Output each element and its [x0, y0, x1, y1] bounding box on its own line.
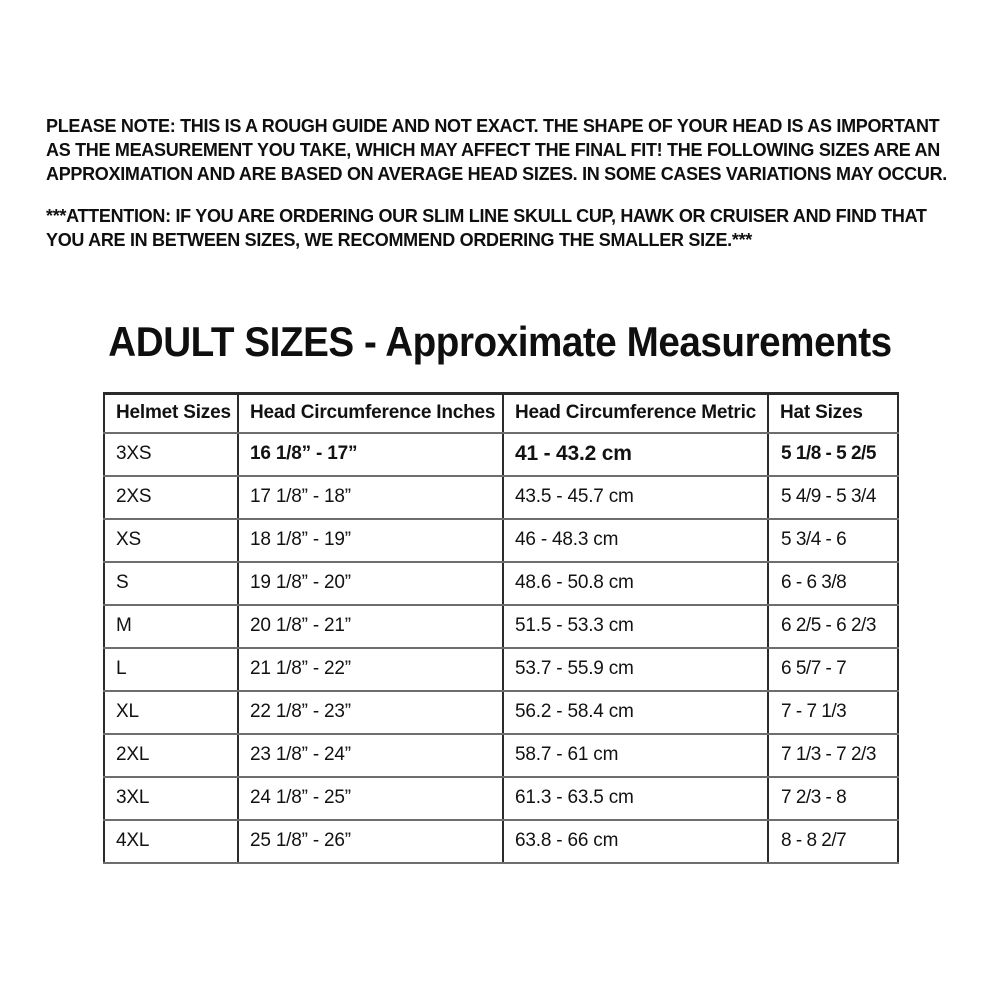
table-row: [104, 777, 898, 820]
metric-cell: 48.6 - 50.8 cm: [503, 562, 768, 605]
attention-line-2: YOU ARE IN BETWEEN SIZES, WE RECOMMEND ORDERING THE SMALLER SIZE.***: [46, 230, 752, 250]
table-row: [104, 562, 898, 605]
header-helmet-sizes: Helmet Sizes: [104, 394, 238, 433]
helmet-size-cell: 2XS: [104, 476, 238, 519]
metric-cell: 56.2 - 58.4 cm: [503, 691, 768, 734]
hat-size-cell: 6 5/7 - 7: [768, 648, 898, 691]
helmet-size-cell: XL: [104, 691, 238, 734]
helmet-size-cell: S: [104, 562, 238, 605]
hat-size-cell: 5 4/9 - 5 3/4: [768, 476, 898, 519]
table-row: [104, 433, 898, 476]
inches-cell: 20 1/8” - 21”: [238, 605, 503, 648]
hat-size-cell: 5 3/4 - 6: [768, 519, 898, 562]
helmet-size-cell: 2XL: [104, 734, 238, 777]
helmet-size-cell: 4XL: [104, 820, 238, 863]
metric-cell: 58.7 - 61 cm: [503, 734, 768, 777]
inches-cell: 22 1/8” - 23”: [238, 691, 503, 734]
inches-cell: 19 1/8” - 20”: [238, 562, 503, 605]
metric-cell: 51.5 - 53.3 cm: [503, 605, 768, 648]
attention-line-1: ***ATTENTION: IF YOU ARE ORDERING OUR SLIM LINE SKULL CUP, HAWK OR CRUISER AND FIND THAT: [46, 206, 927, 226]
hat-size-cell: 6 2/5 - 6 2/3: [768, 605, 898, 648]
table-row: [104, 691, 898, 734]
hat-size-cell: 7 2/3 - 8: [768, 777, 898, 820]
note-line-3: APPROXIMATION AND ARE BASED ON AVERAGE HEAD SIZES. IN SOME CASES VARIATIONS MAY OCCUR.: [46, 164, 947, 184]
attention-paragraph: [46, 204, 927, 252]
hat-size-cell: 5 1/8 - 5 2/5: [768, 433, 898, 476]
metric-cell: 41 - 43.2 cm: [503, 433, 768, 476]
table-header-row: [104, 394, 898, 433]
inches-cell: 16 1/8” - 17”: [238, 433, 503, 476]
metric-cell: 53.7 - 55.9 cm: [503, 648, 768, 691]
page-title: ADULT SIZES - Approximate Measurements: [108, 318, 892, 365]
inches-cell: 21 1/8” - 22”: [238, 648, 503, 691]
metric-cell: 63.8 - 66 cm: [503, 820, 768, 863]
table-row: [104, 476, 898, 519]
table-row: [104, 605, 898, 648]
inches-cell: 25 1/8” - 26”: [238, 820, 503, 863]
metric-cell: 46 - 48.3 cm: [503, 519, 768, 562]
metric-cell: 61.3 - 63.5 cm: [503, 777, 768, 820]
hat-size-cell: 7 1/3 - 7 2/3: [768, 734, 898, 777]
metric-cell: 43.5 - 45.7 cm: [503, 476, 768, 519]
header-hat-sizes: Hat Sizes: [768, 394, 898, 433]
note-paragraph: [46, 114, 947, 186]
inches-cell: 24 1/8” - 25”: [238, 777, 503, 820]
inches-cell: 18 1/8” - 19”: [238, 519, 503, 562]
note-line-2: AS THE MEASUREMENT YOU TAKE, WHICH MAY AFFECT THE FINAL FIT! THE FOLLOWING SIZES ARE AN: [46, 140, 940, 160]
helmet-size-cell: M: [104, 605, 238, 648]
hat-size-cell: 6 - 6 3/8: [768, 562, 898, 605]
table-row: [104, 519, 898, 562]
hat-size-cell: 8 - 8 2/7: [768, 820, 898, 863]
inches-cell: 17 1/8” - 18”: [238, 476, 503, 519]
helmet-size-cell: 3XS: [104, 433, 238, 476]
helmet-size-cell: L: [104, 648, 238, 691]
header-circumference-inches: Head Circumference Inches: [238, 394, 503, 433]
hat-size-cell: 7 - 7 1/3: [768, 691, 898, 734]
helmet-size-cell: XS: [104, 519, 238, 562]
note-line-1: PLEASE NOTE: THIS IS A ROUGH GUIDE AND NOT EXACT. THE SHAPE OF YOUR HEAD IS AS IMPORTANT: [46, 116, 940, 136]
table-row: [104, 648, 898, 691]
header-circumference-metric: Head Circumference Metric: [503, 394, 768, 433]
table-row: [104, 820, 898, 863]
helmet-size-cell: 3XL: [104, 777, 238, 820]
table-row: [104, 734, 898, 777]
inches-cell: 23 1/8” - 24”: [238, 734, 503, 777]
adult-sizes-table: [103, 392, 899, 864]
